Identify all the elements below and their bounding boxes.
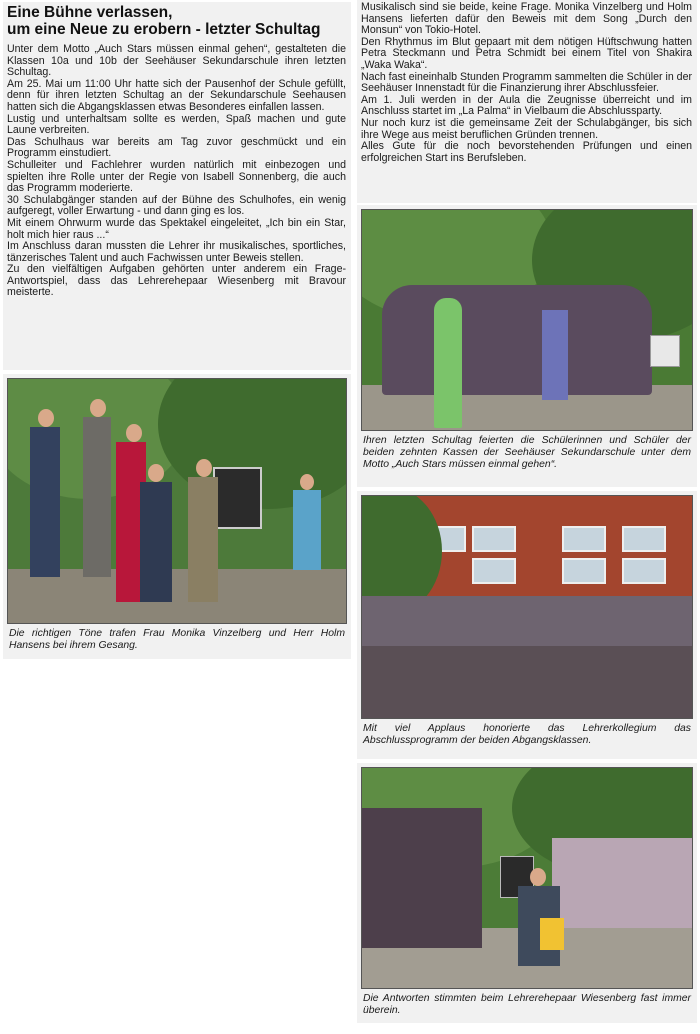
photo-caption: Ihren letzten Schultag feierten die Schülerinnen und Schüler der beiden zehnten Kassen der Seehäuser Sekundarschule unter dem Motto „Auch Stars müssen einmal gehen“. — [363, 435, 691, 470]
paragraph: Lustig und unterhaltsam sollte es werden, Spaß machen und gute Laune verbreiten. — [7, 112, 346, 137]
paragraph: Den Rhythmus im Blut gepaart mit dem nötigen Hüftschwung hatten Petra Steckmann und Petra Schmidt bei einem Titel von Shakira „Waka Waka“. — [361, 35, 692, 71]
paragraph: Am 1. Juli werden in der Aula die Zeugnisse überreicht und im Anschluss startet im „La Palma“ in Vielbaum die Abschlussparty. — [361, 93, 692, 118]
paragraph: Schulleiter und Fachlehrer wurden natürlich mit einbezogen und spielten ihre Rolle unter der Regie von Isabell Sonnenberg, die auch das Programm moderierte. — [7, 158, 346, 195]
left-column — [3, 2, 351, 659]
article-text-left — [3, 2, 351, 370]
paragraph: 30 Schulabgänger standen auf der Bühne des Schulhofes, ein wenig aufgeregt, voller Erwartung - und dann ging es los. — [7, 193, 346, 218]
paragraph: Zu den vielfältigen Aufgaben gehörten unter anderem ein Frage-Antwortspiel, dass das Lehrerehepaar Wiesenberg mit Bravour meisterte. — [7, 263, 346, 299]
right-column — [357, 0, 697, 1023]
photo-students — [361, 209, 693, 431]
headline-line-1: Eine Bühne verlassen, — [7, 4, 173, 21]
paragraph: Nach fast eineinhalb Stunden Programm sammelten die Schüler in der Seehäuser Innenstadt für die Finanzierung ihrer Abschlussfeier. — [361, 70, 692, 95]
headline-line-2: um eine Neue zu erobern - letzter Schultag — [7, 21, 321, 38]
paragraph: Mit einem Ohrwurm wurde das Spektakel eingeleitet, „Ich bin ein Star, holt mich hier raus ...“ — [7, 216, 346, 241]
photo-teachers-applause — [361, 495, 693, 719]
paragraph: Unter dem Motto „Auch Stars müssen einmal gehen“, gestalteten die Klassen 10a und 10b der Seehäuser Sekundarschule ihren letzten Schultag. — [7, 43, 346, 79]
photo-caption: Die richtigen Töne trafen Frau Monika Vinzelberg und Herr Holm Hansens bei ihrem Gesang. — [9, 628, 345, 651]
photo-caption: Die Antworten stimmten beim Lehrerehepaar Wiesenberg fast immer überein. — [363, 993, 691, 1016]
paragraph: Nur noch kurz ist die gemeinsame Zeit der Schulabgänger, bis sich ihre Wege aus meist beruflichen Gründen trennen. — [361, 116, 692, 141]
paragraph: Im Anschluss daran mussten die Lehrer ihr musikalisches, sportliches, tänzerisches Talent und auch Fachwissen unter Beweis stellen. — [7, 240, 346, 264]
paragraph: Alles Gute für die noch bevorstehenden Prüfungen und einen erfolgreichen Start ins Berufsleben. — [361, 140, 692, 164]
photo-card-couple — [357, 763, 697, 1023]
photo-card-teachers — [357, 491, 697, 759]
paragraph: Musikalisch sind sie beide, keine Frage. Monika Vinzelberg und Holm Hansens lieferten dafür den Beweis mit dem Song „Durch den Monsun“ von Tokio-Hotel. — [361, 1, 692, 37]
paragraph: Das Schulhaus war bereits am Tag zuvor geschmückt und ein Programm einstudiert. — [7, 135, 346, 160]
article-headline — [7, 4, 346, 38]
paragraph: Am 25. Mai um 11:00 Uhr hatte sich der Pausenhof der Schule gefüllt, denn für ihren letzten Schultag an der Sekundarschule Seehausen hatten sich die Abgangsklassen etwas Besonderes einfallen lassen. — [7, 77, 346, 113]
photo-caption: Mit viel Applaus honorierte das Lehrerkollegium das Abschlussprogramm der beiden Abgangsklassen. — [363, 723, 691, 746]
photo-singers — [7, 378, 347, 624]
photo-couple-answers — [361, 767, 693, 989]
article-text-right — [357, 0, 697, 203]
photo-card-singers — [3, 374, 351, 659]
photo-card-students — [357, 205, 697, 487]
